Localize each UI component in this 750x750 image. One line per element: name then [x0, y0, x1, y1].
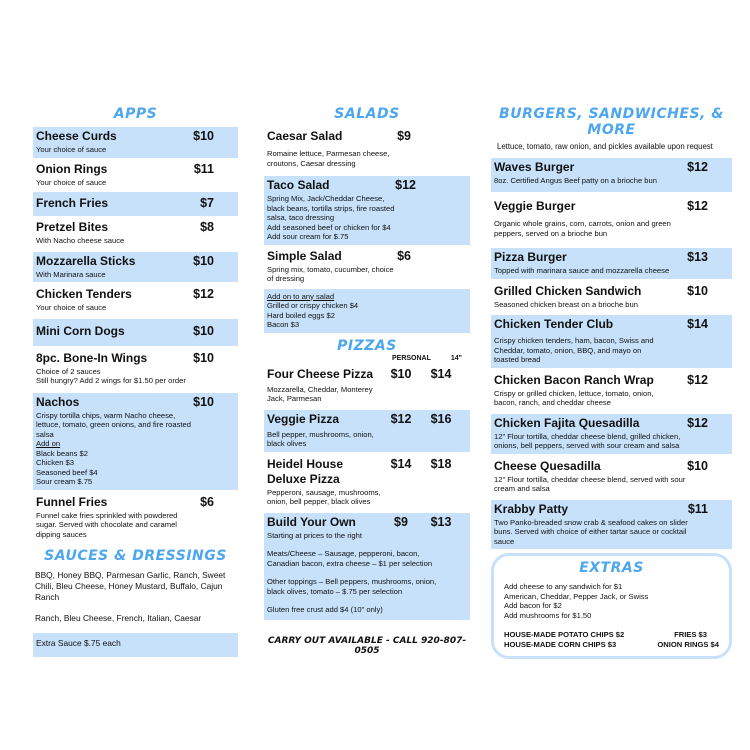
- item-desc: With Nacho cheese sauce: [36, 236, 125, 245]
- extras-heading: EXTRAS: [579, 560, 644, 576]
- menu-item-french-fries: [33, 192, 238, 216]
- side-potato-chips: HOUSE-MADE POTATO CHIPS $2: [504, 630, 625, 639]
- item-name: Mozzarella Sticks: [36, 253, 136, 268]
- menu-item-fajita-quesadilla: [491, 414, 732, 454]
- menu-item-veggie-burger: [491, 197, 732, 241]
- item-desc: Spring Mix, Jack/Cheddar Cheese, black beans, tortilla strips, fire roasted salsa, taco dressing: [267, 194, 395, 222]
- item-name: French Fries: [36, 196, 109, 210]
- size-personal-label: PERSONAL: [391, 354, 431, 362]
- item-name: Krabby Patty: [494, 501, 569, 516]
- item-prices: [381, 457, 466, 472]
- menu-item-pizza-burger: [491, 248, 732, 279]
- item-name: Four Cheese Pizza: [267, 366, 374, 381]
- item-desc: Topped with marinara sauce and mozzarella cheese: [494, 266, 670, 275]
- item-desc: 12" Flour tortilla, cheddar cheese blend, served with sour cream and salsa: [494, 474, 686, 493]
- item-price: $10: [193, 394, 214, 409]
- item-price: $11: [193, 161, 214, 176]
- price-large: $16: [430, 411, 452, 426]
- item-price: $12: [687, 159, 708, 174]
- menu-item-chicken-tender-club: [491, 315, 732, 368]
- menu-item-krabby-patty: [491, 500, 732, 550]
- extra-sauce-text: Extra Sauce $.75 each: [36, 638, 121, 648]
- item-prices: [381, 412, 466, 427]
- sauce-list: BBQ, Honey BBQ, Parmesan Garlic, Ranch, Sweet Chili, Bleu Cheese, Honey Mustard, Buffalo, Cajun Ranch: [35, 570, 226, 602]
- extras-line: Add mushrooms for $1.50: [504, 610, 592, 620]
- item-price: $8: [200, 220, 214, 234]
- item-name: Chicken Fajita Quesadilla: [494, 415, 640, 430]
- item-desc: Your choice of sauce: [36, 177, 107, 187]
- item-desc: Starting at prices to the right: [267, 530, 362, 540]
- item-desc: Bell pepper, mushrooms, onion, black olives: [267, 429, 374, 448]
- burgers-column: [491, 100, 732, 659]
- addon-line: Sour cream $.75: [36, 477, 93, 486]
- menu-item-pretzel-bites: [33, 218, 238, 249]
- menu-item-chicken-tenders: [33, 285, 238, 316]
- menu-item-funnel-fries: [33, 493, 238, 543]
- salad-addons: [264, 289, 470, 333]
- menu-item-bacon-ranch-wrap: [491, 371, 732, 411]
- price-large: $18: [430, 456, 452, 471]
- salads-pizzas-column: [264, 100, 470, 656]
- item-name: Taco Salad: [267, 178, 330, 192]
- item-desc: Spring mix, tomato, cucumber, choice of dressing: [267, 264, 394, 283]
- item-price: $12: [395, 178, 416, 192]
- item-name: 8pc. Bone-In Wings: [36, 350, 148, 365]
- menu-item-cheese-quesadilla: [491, 457, 732, 497]
- item-price: $12: [687, 415, 708, 430]
- menu-item-onion-rings: [33, 160, 238, 191]
- extras-line: Add cheese to any sandwich for $1: [504, 582, 623, 591]
- price-personal: $10: [390, 366, 412, 381]
- gluten-free-note: Gluten free crust add $4 (10" only): [267, 605, 383, 614]
- menu-item-mini-corn-dogs: [33, 319, 238, 346]
- menu-item-nachos: [33, 393, 238, 490]
- menu-item-taco-salad: [264, 176, 470, 245]
- pizza-size-header: [264, 355, 470, 362]
- item-desc: With Marinara sauce: [36, 269, 106, 279]
- addon-title: Add on: [36, 439, 61, 448]
- item-price: $9: [397, 129, 411, 143]
- item-price: $13: [687, 250, 708, 264]
- item-name: Funnel Fries: [36, 494, 108, 509]
- item-desc: Crispy chicken tenders, ham, bacon, Swiss and Cheddar, tomato, onion, BBQ, and mayo on toasted bread: [494, 336, 654, 364]
- menu-item-deluxe-pizza: [264, 455, 470, 510]
- item-price: $14: [687, 317, 708, 331]
- item-prices: [381, 515, 466, 530]
- menu-item-mozzarella-sticks: [33, 252, 238, 283]
- item-price: $10: [193, 253, 214, 268]
- extras-panel: [491, 553, 732, 659]
- item-name: Grilled Chicken Sandwich: [494, 283, 642, 298]
- item-name: Veggie Pizza: [267, 411, 340, 426]
- item-name: Nachos: [36, 394, 80, 409]
- menu-item-build-your-own: [264, 513, 470, 620]
- item-desc: Crispy or grilled chicken, lettuce, tomato, onion, bacon, ranch, and cheddar cheese: [494, 388, 654, 407]
- item-prices: [381, 367, 466, 382]
- apps-heading: APPS: [113, 106, 158, 122]
- item-desc: Romaine lettuce, Parmesan cheese, croutons, Caesar dressing: [267, 149, 390, 168]
- item-price: $7: [200, 196, 214, 210]
- salads-heading: SALADS: [334, 106, 400, 122]
- item-name: Pizza Burger: [494, 250, 567, 264]
- addon-line: Seasoned beef $4: [36, 467, 98, 477]
- item-desc-extra: Add seasoned beef or chicken for $4: [267, 222, 391, 232]
- price-personal: $9: [394, 514, 408, 529]
- item-desc: 8oz. Certified Angus Beef patty on a brioche bun: [494, 175, 657, 185]
- item-name: Mini Corn Dogs: [36, 323, 125, 338]
- item-price: $10: [687, 283, 708, 298]
- side-fries: FRIES $3: [674, 630, 707, 639]
- item-name: Pretzel Bites: [36, 220, 109, 234]
- burgers-heading: BURGERS, SANDWICHES, & MORE: [499, 106, 724, 138]
- addon-line: Hard boiled eggs $2: [267, 310, 335, 320]
- item-desc: Organic whole grains, corn, carrots, onion and green peppers, served on a brioche bun: [494, 219, 671, 238]
- price-personal: $14: [390, 456, 412, 471]
- sides-right: [657, 630, 719, 650]
- item-price: $10: [193, 129, 214, 143]
- extra-sauce-note: [33, 633, 238, 657]
- carry-out-banner: CARRY OUT AVAILABLE - CALL 920-807-0505: [267, 635, 467, 656]
- meats-note: Meats/Cheese – Sausage, pepperoni, bacon, Canadian bacon, extra cheese – $1 per selection: [267, 549, 433, 568]
- item-desc: Funnel cake fries sprinkled with powdered sugar. Served with chocolate and caramel dipping sauces: [36, 510, 178, 539]
- item-desc: Pepperoni, sausage, mushrooms, onion, bell pepper, black olives: [267, 487, 381, 506]
- item-name: Chicken Bacon Ranch Wrap: [494, 372, 654, 387]
- item-name: Simple Salad: [267, 248, 342, 263]
- item-desc: Crispy tortilla chips, warm Nacho cheese, lettuce, tomato, green onions, and fire roasted salsa: [36, 410, 191, 439]
- item-name: Heidel House Deluxe Pizza: [267, 456, 344, 486]
- item-desc: Mozzarella, Cheddar, Monterey Jack, Parmesan: [267, 384, 373, 403]
- burgers-note: Lettuce, tomato, raw onion, and pickles available upon request: [497, 142, 713, 151]
- item-desc-extra: Still hungry? Add 2 wings for $1.50 per order: [36, 376, 186, 385]
- sauces-heading: SAUCES & DRESSINGS: [44, 548, 227, 564]
- extras-line: Add bacon for $2: [504, 601, 562, 610]
- item-desc: 12" Flour tortilla, cheddar cheese blend, grilled chicken, onions, bell peppers, served with sour cream and salsa: [494, 431, 681, 450]
- toppings-note: Other toppings – Bell peppers, mushrooms, onion, black olives, tomato – $.75 per selection: [267, 577, 437, 596]
- item-price: $12: [193, 287, 214, 301]
- addon-line: Bacon $3: [267, 320, 300, 329]
- item-price: $10: [193, 350, 214, 365]
- addon-line: Black beans $2: [36, 448, 88, 458]
- item-name: Cheese Quesadilla: [494, 458, 601, 473]
- sides-left: [504, 630, 624, 650]
- item-price: $12: [687, 199, 708, 213]
- menu-item-cheese-curds: [33, 127, 238, 158]
- menu-item-caesar-salad: [264, 127, 470, 171]
- item-name: Onion Rings: [36, 161, 108, 176]
- size-large-label: 14": [450, 354, 462, 362]
- item-desc: Seasoned chicken breast on a brioche bun: [494, 299, 638, 309]
- apps-column: [33, 100, 238, 657]
- item-name: Cheese Curds: [36, 129, 117, 143]
- pizzas-heading: PIZZAS: [337, 337, 397, 354]
- item-name: Caesar Salad: [267, 129, 343, 143]
- side-onion-rings: ONION RINGS $4: [657, 640, 719, 649]
- item-name: Waves Burger: [494, 159, 575, 174]
- extras-line: American, Cheddar, Pepper Jack, or Swiss: [504, 591, 649, 601]
- price-large: $14: [430, 366, 452, 381]
- item-price: $12: [687, 372, 708, 387]
- addon-line: Grilled or crispy chicken $4: [267, 301, 359, 310]
- menu-item-veggie-pizza: [264, 410, 470, 452]
- side-corn-chips: HOUSE-MADE CORN CHIPS $3: [504, 640, 617, 649]
- item-name: Chicken Tender Club: [494, 317, 614, 331]
- price-personal: $12: [390, 411, 412, 426]
- item-price: $6: [200, 494, 214, 509]
- item-name: Veggie Burger: [494, 199, 576, 213]
- item-desc: Choice of 2 sauces: [36, 366, 101, 376]
- addon-line: Chicken $3: [36, 458, 74, 467]
- menu-item-simple-salad: [264, 247, 470, 287]
- item-desc-extra: Add sour cream for $.75: [267, 232, 349, 241]
- item-desc: Two Panko-breaded snow crab & seafood cakes on slider buns. Served with choice of either tartar sauce or cocktail sauce: [494, 517, 688, 546]
- addon-title: Add on to any salad: [267, 291, 335, 301]
- menu-item-wings: [33, 349, 238, 389]
- dressing-list: Ranch, Bleu Cheese, French, Italian, Caesar: [35, 613, 202, 623]
- price-large: $13: [430, 514, 452, 529]
- item-price: $10: [687, 458, 708, 473]
- menu-item-grilled-chicken: [491, 282, 732, 313]
- sides-grid: [504, 630, 719, 650]
- item-price: $11: [687, 501, 708, 516]
- item-price: $6: [397, 248, 411, 263]
- item-price: $10: [193, 323, 214, 338]
- item-desc: Your choice of sauce: [36, 303, 107, 312]
- menu-item-waves-burger: [491, 158, 732, 193]
- item-name: Chicken Tenders: [36, 287, 132, 301]
- menu-item-four-cheese-pizza: [264, 365, 470, 407]
- item-desc: Your choice of sauce: [36, 145, 107, 154]
- item-name: Build Your Own: [267, 514, 356, 529]
